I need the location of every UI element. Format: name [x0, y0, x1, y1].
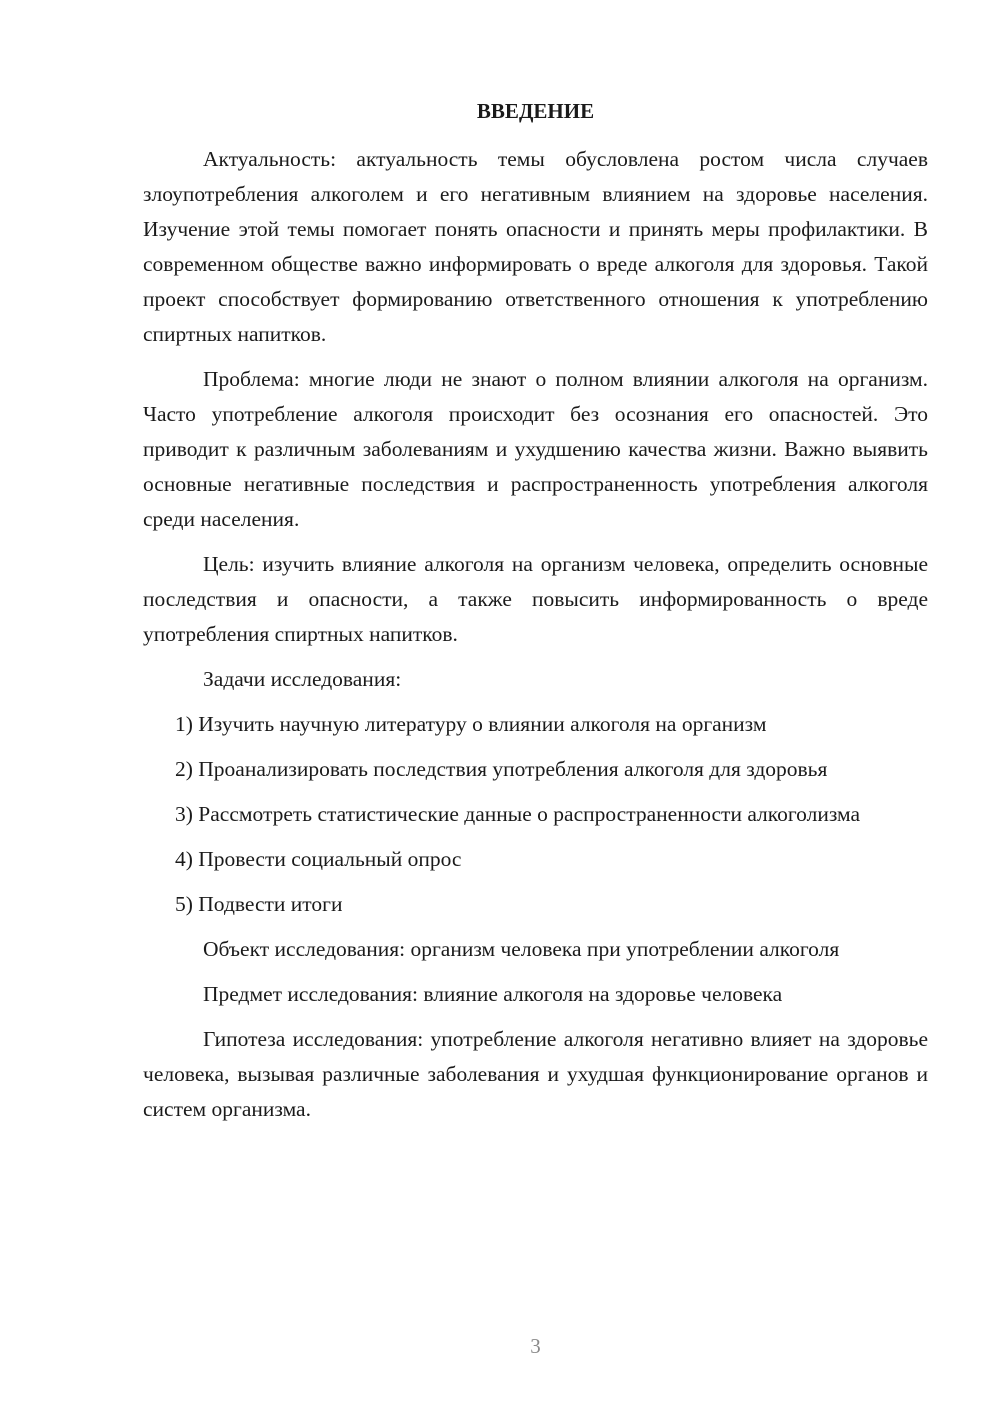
paragraph-relevance: Актуальность: актуальность темы обусловлена ростом числа случаев злоупотребления алкоголем и его негативным влиянием на здоровье населения. Изучение этой темы помогает понять опасности и принять меры профилактики. В современном обществе важно информировать о вреде алкоголя для здоровья. Такой проект способствует формированию ответственного отношения к употреблению спиртных напитков. — [143, 147, 928, 346]
document-page — [143, 0, 928, 1414]
task-item: 1) Изучить научную литературу о влиянии алкоголя на организм — [175, 712, 767, 736]
task-item: 5) Подвести итоги — [175, 892, 343, 916]
paragraph-subject: Предмет исследования: влияние алкоголя на здоровье человека — [203, 982, 783, 1006]
task-item: 3) Рассмотреть статистические данные о распространенности алкоголизма — [175, 802, 861, 826]
paragraph-object: Объект исследования: организм человека при употреблении алкоголя — [203, 937, 840, 961]
paragraph-hypothesis: Гипотеза исследования: употребление алкоголя негативно влияет на здоровье человека, вызывая различные заболевания и ухудшая функционирование органов и систем организма. — [143, 1027, 928, 1121]
task-item: 2) Проанализировать последствия употребления алкоголя для здоровья — [175, 757, 828, 781]
document-body — [143, 142, 928, 1137]
task-item: 4) Провести социальный опрос — [175, 847, 462, 871]
page-number: 3 — [530, 1334, 541, 1358]
section-heading: ВВЕДЕНИЕ — [476, 99, 595, 123]
paragraph-problem: Проблема: многие люди не знают о полном влиянии алкоголя на организм. Часто употребление алкоголя происходит без осознания его опасностей. Это приводит к различным заболеваниям и ухудшению качества жизни. Важно выявить основные негативные последствия и распространенность употребления алкоголя среди населения. — [143, 367, 928, 531]
paragraph-tasks-heading: Задачи исследования: — [203, 667, 402, 691]
paragraph-goal: Цель: изучить влияние алкоголя на организм человека, определить основные последствия и опасности, а также повысить информированность о вреде употребления спиртных напитков. — [143, 552, 928, 646]
